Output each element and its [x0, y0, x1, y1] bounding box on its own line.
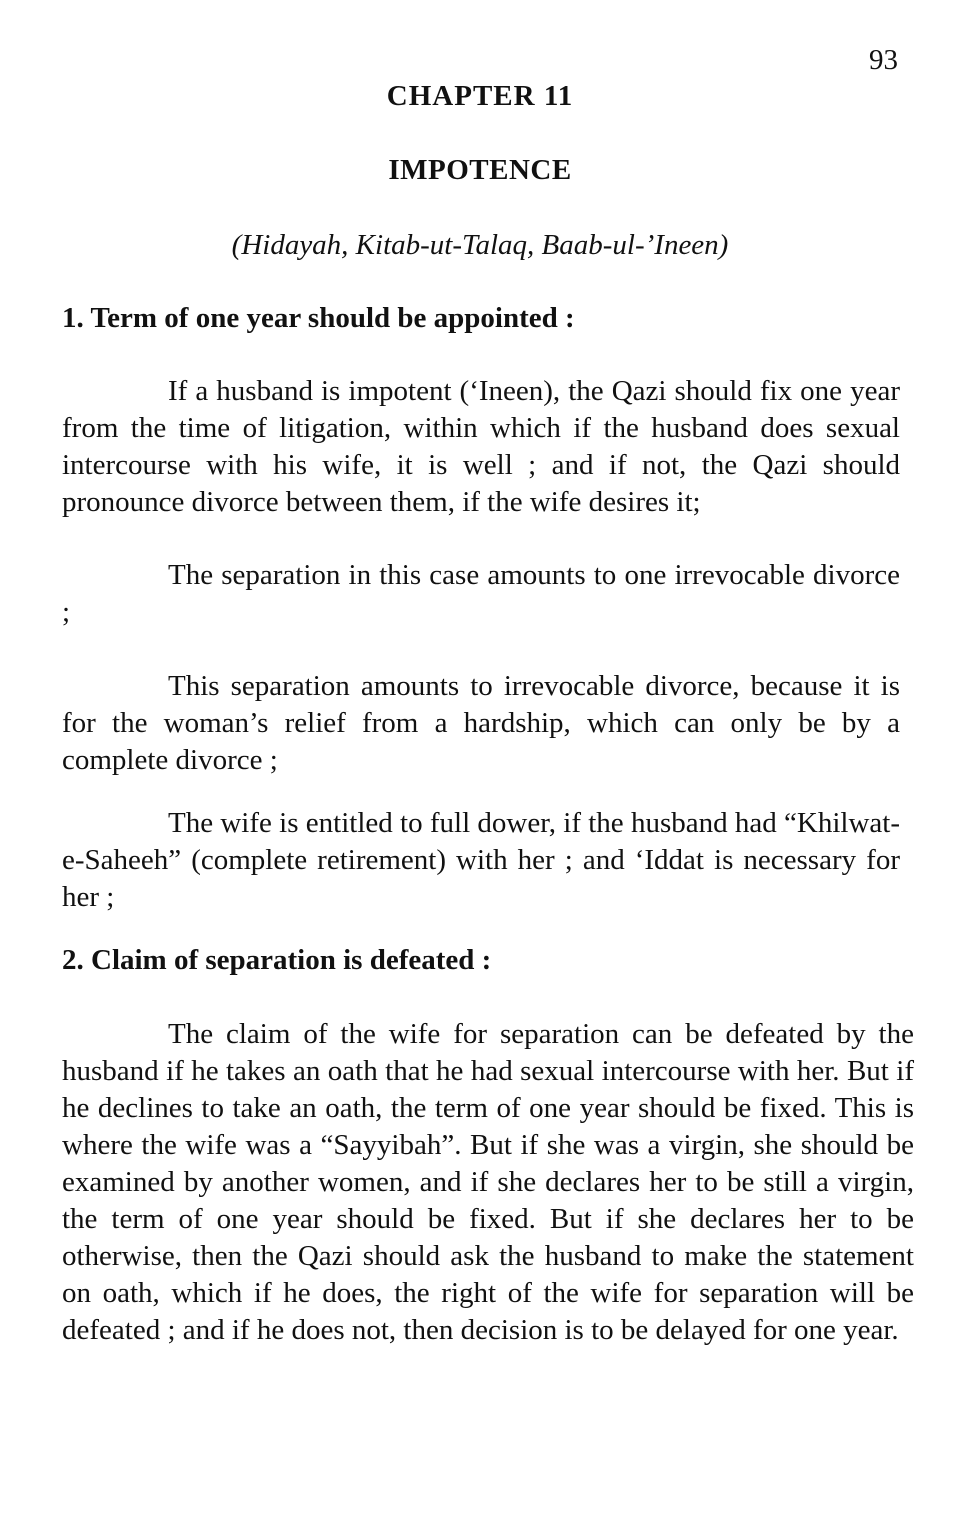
section-2-heading: 2. Claim of separation is defeated :: [62, 944, 492, 976]
chapter-title: IMPOTENCE: [388, 154, 572, 186]
section-1-heading: 1. Term of one year should be appointed :: [62, 302, 575, 334]
section-2-paragraph-1: The claim of the wife for separation can be defeated by the husband if he takes an oath that he had sexual intercourse with her. But if he declines to take an oath, the term of one year should be fixed. This is where the wife was a “Sayyibah”. But if she was a virgin, she should be examined by another women, and if she declares her to be still a virgin, the term of one year should be fixed. But if she declares her to be otherwise, then the Qazi should ask the husband to make the statement on oath, which if he does, the right of the wife for separation will be defeated ; and if he does not, then decision is to be delayed for one year.: [62, 1018, 914, 1346]
section-1-paragraph-3: This separation amounts to irrevocable divorce, because it is for the woman’s relief from a hardship, which can only be by a complete divorce ;: [62, 670, 900, 776]
chapter-label: CHAPTER 11: [386, 80, 574, 112]
section-1-paragraph-2: The separation in this case amounts to one irrevocable divorce ;: [62, 559, 900, 628]
section-1-paragraph-1: If a husband is impotent (‘Ineen), the Qazi should fix one year from the time of litigation, within which if the husband does sexual intercourse with his wife, it is well ; and if not, the Qazi should pronounce divorce between them, if the wife desires it;: [62, 375, 900, 518]
section-1-paragraph-4: The wife is entitled to full dower, if the husband had “Khilwat-e-Saheeh” (complete retirement) with her ; and ‘Iddat is necessary for her ;: [62, 807, 900, 913]
page-number: 93: [869, 44, 898, 76]
source-reference: (Hidayah, Kitab-ut-Talaq, Baab-ul-’Ineen): [231, 229, 729, 261]
